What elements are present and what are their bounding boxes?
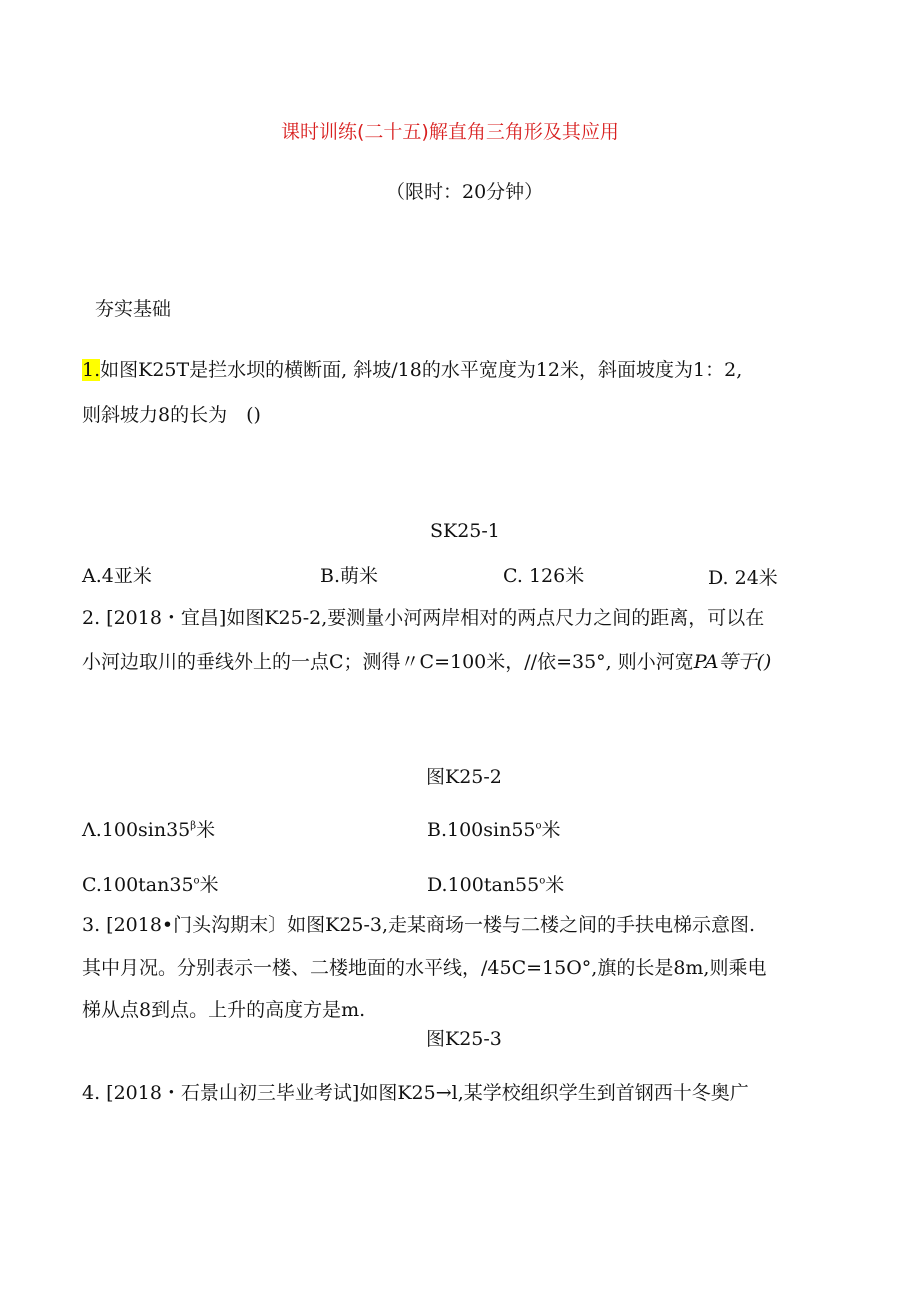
question-1-line-1 (82, 358, 742, 382)
figure-caption-1: SK25-1 (430, 520, 500, 542)
q2-option-d-unit: 米 (545, 874, 565, 896)
q2-option-d (427, 873, 564, 897)
q2-option-b (427, 818, 561, 842)
q2-option-b-sup: o (535, 820, 542, 832)
q1-option-c: C. 126米 (503, 565, 585, 587)
question-3-line-3: 梯从点8到点。上升的高度方是m. (82, 999, 366, 1021)
q2-option-c-text: C.100tan35 (82, 874, 194, 896)
question-2-line-1: 2. [2018・宜昌]如图K25-2,要测量小河两岸相对的两点尺力之间的距离，可以在 (82, 607, 765, 629)
figure-caption-2: 图K25-2 (426, 766, 502, 788)
q2-option-c-unit: 米 (199, 874, 219, 896)
question-1-line-2: 则斜坡力8的长为 () (82, 404, 261, 426)
question-1-number: 1. (82, 359, 101, 381)
q2-option-a-unit: 米 (196, 819, 216, 841)
question-2-tail: PA等于() (693, 651, 772, 673)
q2-option-b-text: B.100sin55 (427, 819, 536, 841)
question-3-line-2: 其中月况。分别表示一楼、二楼地面的水平线，/45C=15O°,旗的长是8m,则乘电 (82, 957, 767, 979)
q2-option-a-sup: β (190, 820, 197, 832)
q2-option-c-sup: o (193, 875, 200, 887)
q1-option-b: B.萌米 (320, 565, 379, 587)
q2-option-d-text: D.100tan55 (427, 874, 540, 896)
question-2-text: 小河边取川的垂线外上的一点C；测得〃C=100米，//依=35°, 则小河宽 (82, 651, 694, 673)
page-title: 课时训练(二十五)解直角三角形及其应用 (281, 121, 619, 143)
q2-option-a-text: Λ.100sin35 (82, 819, 191, 841)
q2-option-a (82, 818, 215, 842)
q2-option-c (82, 873, 219, 897)
question-3-line-1: 3. [2018•门头沟期末〕如图K25-3,走某商场一楼与二楼之间的手扶电梯示意图. (82, 914, 756, 936)
q2-option-d-sup: o (539, 875, 546, 887)
question-2-line-2 (82, 650, 771, 674)
q2-option-b-unit: 米 (541, 819, 561, 841)
q1-option-a: A.4亚米 (82, 565, 152, 587)
question-1-text: 如图K25T是拦水坝的横断面, 斜坡/18的水平宽度为12米，斜面坡度为1：2, (100, 359, 743, 381)
section-heading: 夯实基础 (95, 298, 172, 320)
time-limit: （限时：20分钟） (386, 181, 544, 203)
question-4-line-1: 4. [2018・石景山初三毕业考试]如图K25→l,某学校组织学生到首钢西十冬奥广 (82, 1082, 749, 1104)
figure-caption-3: 图K25-3 (426, 1028, 502, 1050)
q1-option-d: D. 24米 (708, 567, 778, 589)
